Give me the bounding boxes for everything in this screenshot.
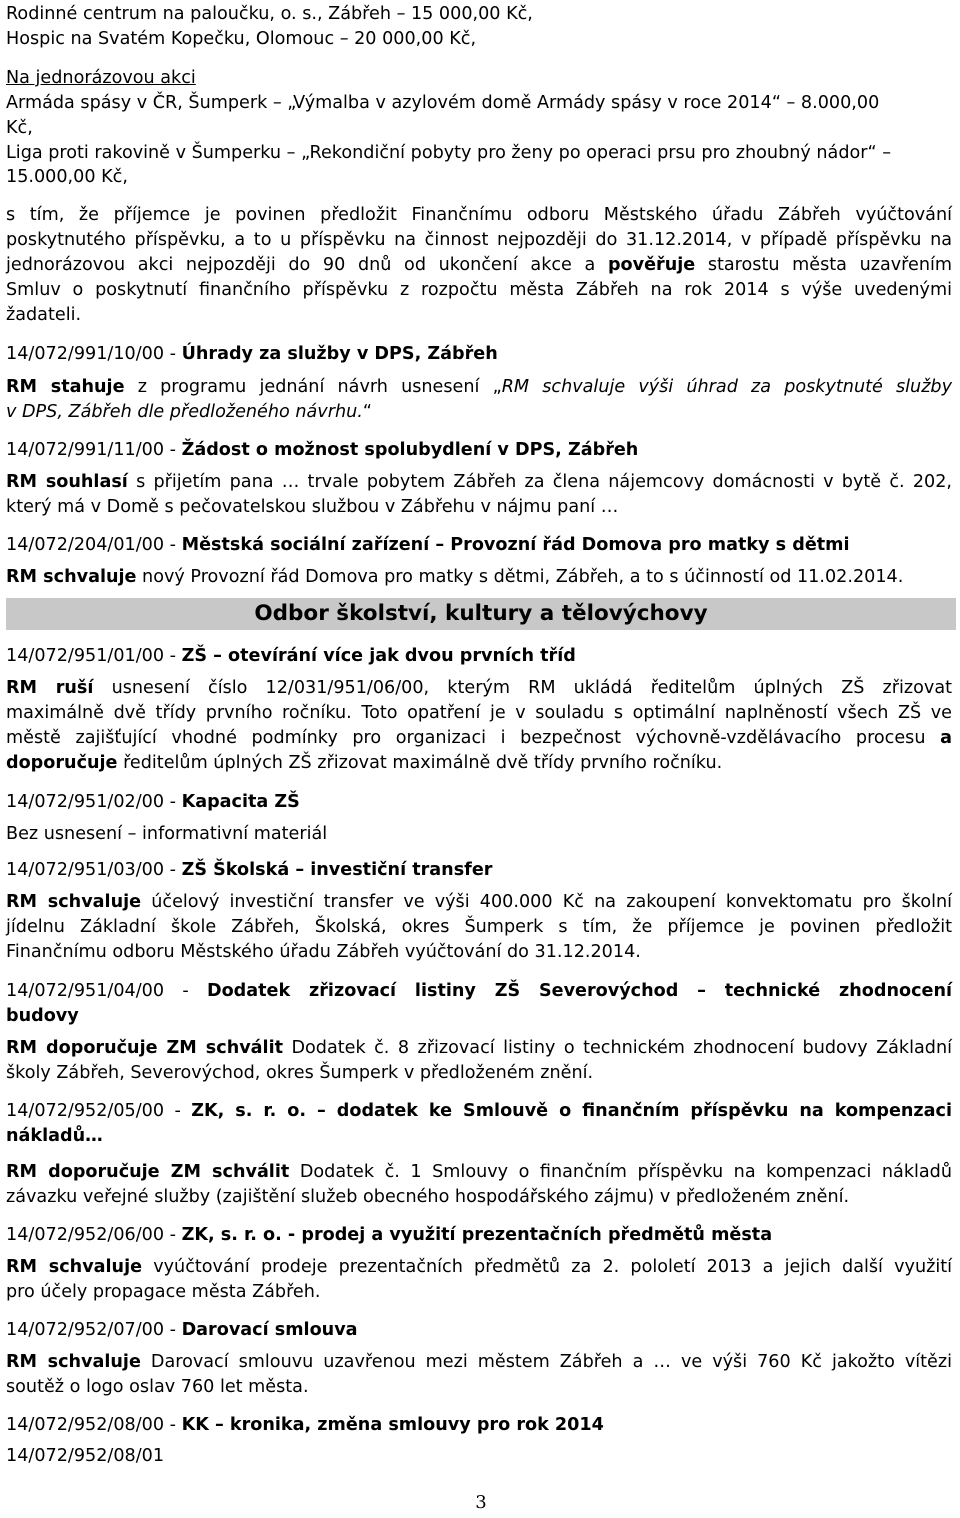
resolution-heading: 14/072/952/08/01	[6, 1446, 165, 1466]
resolution-text: maximálně dvě třídy prvního ročníku. Toto opatření je v souladu s optimální naplněností všech ZŠ ve	[6, 703, 952, 723]
resolution-heading: 14/072/952/07/00 - Darovací smlouva	[6, 1320, 358, 1340]
resolution-text: RM doporučuje ZM schválit Dodatek č. 8 zřizovací listiny o technickém zhodnocení budovy Základní	[6, 1038, 952, 1058]
donation-line: Liga proti rakovině v Šumperku – „Rekondiční pobyty pro ženy po operaci prsu pro zhoubný nádor“ –	[6, 143, 892, 163]
resolution-text: Bez usnesení – informativní materiál	[6, 824, 328, 844]
resolution-text: Finančnímu odboru Městského úřadu Zábřeh vyúčtování do 31.12.2014.	[6, 942, 641, 962]
donation-line: Kč,	[6, 118, 33, 138]
resolution-heading: 14/072/952/06/00 - ZK, s. r. o. - prodej a využití prezentačních předmětů města	[6, 1225, 773, 1245]
resolution-heading: 14/072/991/10/00 - Úhrady za služby v DPS, Zábřeh	[6, 344, 498, 364]
donation-line: Rodinné centrum na paloučku, o. s., Zábřeh – 15 000,00 Kč,	[6, 4, 533, 24]
donation-line: Armáda spásy v ČR, Šumperk – „Výmalba v azylovém domě Armády spásy v roce 2014“ – 8.000,00	[6, 93, 880, 113]
resolution-text: pro účely propagace města Zábřeh.	[6, 1282, 321, 1302]
resolution-heading: 14/072/951/02/00 - Kapacita ZŠ	[6, 792, 300, 812]
resolution-text: RM doporučuje ZM schválit Dodatek č. 1 Smlouvy o finančním příspěvku na kompenzaci nákladů	[6, 1162, 953, 1182]
resolution-heading: 14/072/991/11/00 - Žádost o možnost spolubydlení v DPS, Zábřeh	[6, 440, 639, 460]
resolution-text: soutěž o logo oslav 760 let města.	[6, 1377, 309, 1397]
resolution-text: RM schvaluje vyúčtování prodeje prezentačních předmětů za 2. pololetí 2013 a jejich další využití	[6, 1257, 953, 1277]
resolution-text: RM souhlasí s přijetím pana … trvale pobytem Zábřeh za člena nájemcovy domácnosti v bytě č. 202,	[6, 472, 952, 492]
resolution-text: který má v Domě s pečovatelskou službou v Zábřehu v nájmu paní …	[6, 497, 619, 517]
resolution-text: jídelnu Základní škole Zábřeh, Školská, okres Šumperk s tím, že příjemce je povinen předložit	[6, 917, 952, 937]
page-number: 3	[475, 1492, 487, 1513]
resolution-text: RM stahuje z programu jednání návrh usnesení „RM schvaluje výši úhrad za poskytnuté služby	[6, 377, 953, 397]
donation-line: 15.000,00 Kč,	[6, 167, 128, 187]
one-time-event-heading: Na jednorázovou akci	[6, 68, 196, 88]
resolution-text: RM schvaluje nový Provozní řád Domova pro matky s dětmi, Zábřeh, a to s účinností od 11.02.2014.	[6, 567, 904, 587]
resolution-text: městě zajišťující vhodné podmínky pro organizaci i bezpečnost výchovně-vzdělávacího procesu a	[6, 728, 952, 748]
resolution-text: v DPS, Zábřeh dle předloženého návrhu.“	[6, 402, 372, 422]
resolution-heading: 14/072/204/01/00 - Městská sociální zařízení – Provozní řád Domova pro matky s dětmi	[6, 535, 850, 555]
resolution-heading: budovy	[6, 1006, 79, 1026]
resolution-text: RM schvaluje účelový investiční transfer ve výši 400.000 Kč na zakoupení konvektomatu pro školní	[6, 892, 953, 912]
resolution-heading: 14/072/951/03/00 - ZŠ Školská – investiční transfer	[6, 860, 493, 880]
resolution-text: školy Zábřeh, Severovýchod, okres Šumperk v předloženém znění.	[6, 1063, 594, 1083]
resolution-heading: nákladů…	[6, 1126, 103, 1146]
resolution-heading: 14/072/951/04/00 - Dodatek zřizovací listiny ZŠ Severovýchod – technické zhodnocení	[6, 981, 952, 1001]
resolution-heading: 14/072/951/01/00 - ZŠ – otevírání více jak dvou prvních tříd	[6, 646, 576, 666]
donation-line: Hospic na Svatém Kopečku, Olomouc – 20 000,00 Kč,	[6, 29, 477, 49]
resolution-heading: 14/072/952/05/00 - ZK, s. r. o. – dodatek ke Smlouvě o finančním příspěvku na kompenzaci	[6, 1101, 952, 1121]
resolution-text: RM schvaluje Darovací smlouvu uzavřenou mezi městem Zábřeh a … ve výši 760 Kč jakožto vítězi	[6, 1352, 952, 1372]
resolution-heading: 14/072/952/08/00 - KK – kronika, změna smlouvy pro rok 2014	[6, 1415, 604, 1435]
resolution-text: doporučuje ředitelům úplných ZŠ zřizovat maximálně dvě třídy prvního ročníku.	[6, 753, 723, 773]
resolution-text: závazku veřejné služby (zajištění služeb obecného hospodářského zájmu) v předloženém znění.	[6, 1187, 850, 1207]
section-title: Odbor školství, kultury a tělovýchovy	[254, 601, 708, 626]
resolution-text: RM ruší usnesení číslo 12/031/951/06/00, kterým RM ukládá ředitelům úplných ZŠ zřizovat	[6, 678, 953, 698]
